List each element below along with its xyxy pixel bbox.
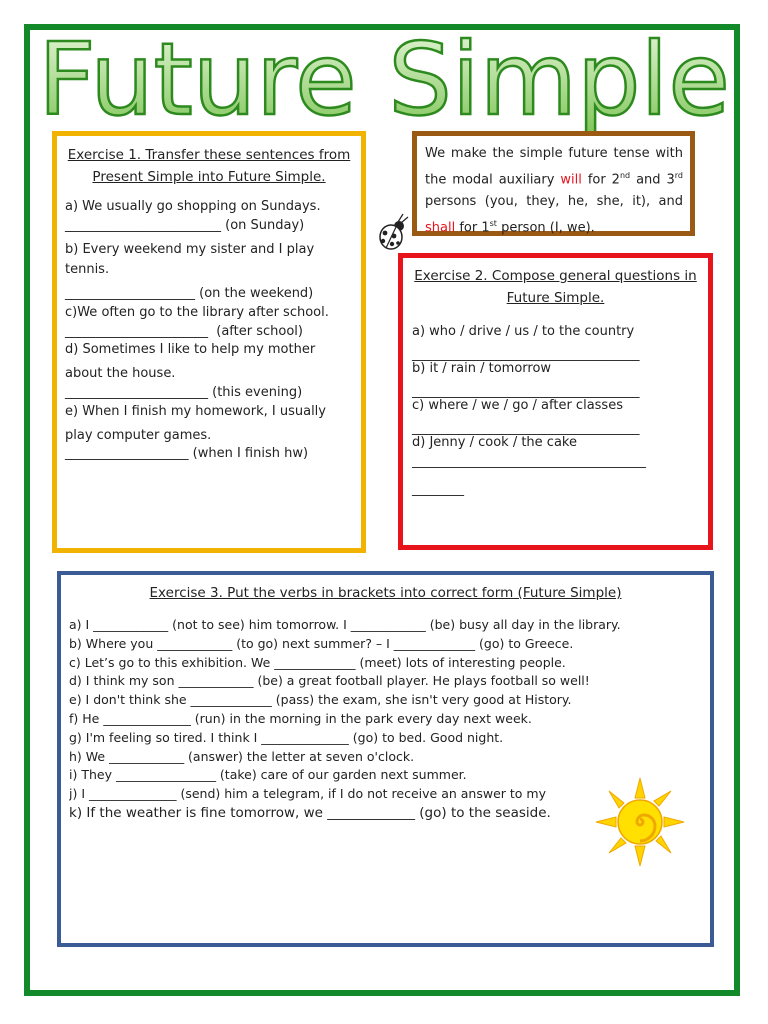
note-sup: nd [619,171,631,180]
exercise-3-line: a) I ____________ (not to see) him tomorrow. I ____________ (be) busy all day in the library. [69,617,621,632]
note-text: We make the simple future tense with the modal auxiliary [425,146,683,188]
exercise-1-line: play computer games. [65,428,212,443]
exercise-1-line: b) Every weekend my sister and I play [65,242,315,257]
note-sup: st [489,219,497,229]
exercise-1-line: d) Sometimes I like to help my mother [65,342,316,357]
exercise-3-line: b) Where you ____________ (to go) next summer? – I _____________ (go) to Greece. [69,635,574,651]
exercise-2-line: d) Jenny / cook / the cake [412,435,577,450]
exercise-2-line: ___________________________________ [412,421,640,436]
exercise-2-line: ____________________________________ [412,454,646,469]
exercise-3-line: g) I'm feeling so tired. I think I ______________ (go) to bed. Good night. [69,729,504,745]
exercise-1-line: ________________________ (on Sunday) [65,218,305,233]
sun-icon [594,776,686,868]
exercise-2-line: ________ [412,482,464,497]
exercise-2-line: a) who / drive / us / to the country [412,324,635,339]
exercise-1-line: a) We usually go shopping on Sundays. [65,199,321,214]
note-text: persons (you, they, he, she, it), and [425,194,683,210]
exercise-3-line: k) If the weather is fine tomorrow, we _____________ (go) to the seaside. [69,805,551,821]
page-title [30,22,738,132]
exercise-3-line: c) Let’s go to this exhibition. We _____________ (meet) lots of interesting people. [69,654,566,670]
exercise-2-line: ___________________________________ [412,384,640,399]
exercise-1-heading: Exercise 1. Transfer these sentences from Present Simple into Future Simple. [67,147,351,185]
title-text: Future Simple [38,22,730,132]
note-text: for 1 [455,220,490,236]
exercise-3-line: f) He ______________ (run) in the morning in the park every day next week. [69,711,532,726]
note-text: and 3 [630,172,675,188]
exercise-1-line: tennis. [65,262,110,277]
note-sup: rd [674,171,683,180]
exercise-3-line: h) We ____________ (answer) the letter at seven o'clock. [69,748,415,764]
exercise-2-heading: Exercise 2. Compose general questions in Future Simple. [414,268,697,306]
note-shall: shall [425,220,456,236]
exercise-1-line: ___________________ (when I finish hw) [65,446,309,461]
exercise-1-line: e) When I finish my homework, I usually [65,404,326,419]
ladybug-icon [376,212,412,252]
exercise-3-line: i) They ________________ (take) care of our garden next summer. [69,767,467,783]
exercise-1-line: about the house. [65,366,176,381]
exercise-1-box [52,131,366,553]
exercise-2-line: c) where / we / go / after classes [412,398,623,413]
exercise-2-box [398,253,713,550]
exercise-2-line: ___________________________________ [412,347,640,362]
exercise-2-line: b) it / rain / tomorrow [412,361,552,376]
title-svg [30,22,738,132]
exercise-1-line: ____________________ (on the weekend) [65,286,314,301]
note-text: for 2 [581,172,620,188]
note-will: will [560,172,582,188]
exercise-1-line: ______________________ (this evening) [65,385,303,400]
exercise-1-line: c)We often go to the library after school. [65,305,329,320]
exercise-3-line: j) I ______________ (send) him a telegram, if I do not receive an answer to my [69,786,546,802]
exercise-3-line: e) I don't think she _____________ (pass) the exam, she isn't very good at History. [69,692,572,708]
exercise-3-line: d) I think my son ____________ (be) a great football player. He plays football so well! [69,673,590,689]
exercise-3-heading: Exercise 3. Put the verbs in brackets into correct form (Future Simple) [149,585,622,601]
note-text: person (I, we). [496,220,595,236]
exercise-3-box [57,571,714,947]
exercise-1-line: ______________________ (after school) [65,324,303,339]
grammar-note [425,143,683,240]
grammar-note-box [412,131,695,236]
